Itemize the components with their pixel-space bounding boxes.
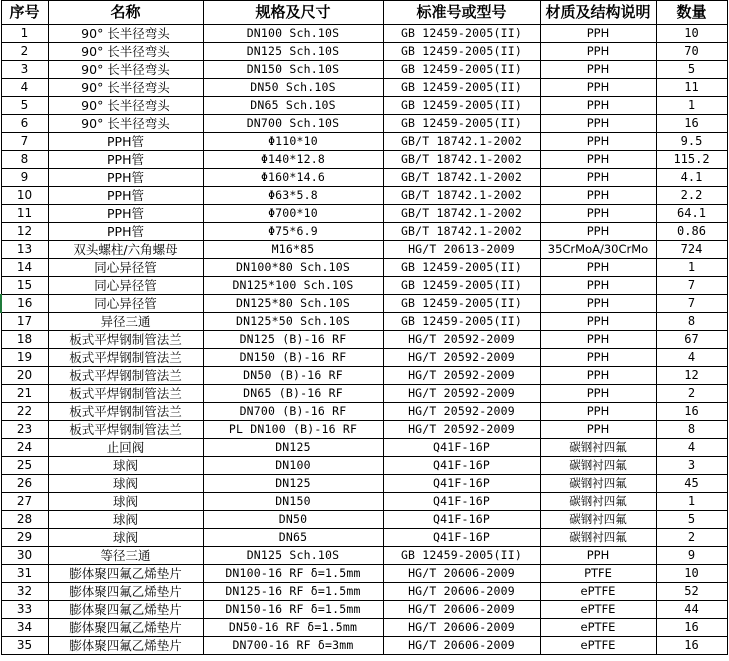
cell-standard[interactable]: GB/T 18742.1-2002	[383, 133, 540, 151]
cell-quantity[interactable]: 12	[656, 367, 727, 385]
cell-name[interactable]: PPH管	[48, 169, 203, 187]
cell-standard[interactable]: HG/T 20592-2009	[383, 331, 540, 349]
cell-material[interactable]: PPH	[540, 79, 656, 97]
table-row	[1, 187, 727, 205]
cell-standard[interactable]: GB 12459-2005(II)	[383, 115, 540, 133]
cell-index[interactable]: 32	[1, 583, 48, 601]
cell-index[interactable]: 22	[1, 403, 48, 421]
table-row	[1, 547, 727, 565]
cell-index[interactable]: 14	[1, 259, 48, 277]
cell-material[interactable]: PPH	[540, 421, 656, 439]
cell-quantity[interactable]: 8	[656, 421, 727, 439]
cell-name[interactable]: 膨体聚四氟乙烯垫片	[48, 565, 203, 583]
cell-material[interactable]: PPH	[540, 205, 656, 223]
cell-quantity[interactable]: 16	[656, 403, 727, 421]
cell-spec[interactable]: DN700 (B)-16 RF	[203, 403, 383, 421]
cell-index[interactable]: 4	[1, 79, 48, 97]
cell-index[interactable]: 21	[1, 385, 48, 403]
cell-index[interactable]: 26	[1, 475, 48, 493]
cell-index[interactable]: 5	[1, 97, 48, 115]
table-row	[1, 79, 727, 97]
cell-material[interactable]: PPH	[540, 223, 656, 241]
table-row	[1, 421, 727, 439]
cell-spec[interactable]: DN100	[203, 457, 383, 475]
cell-spec[interactable]: DN50 (B)-16 RF	[203, 367, 383, 385]
cell-spec[interactable]: DN700 Sch.10S	[203, 115, 383, 133]
table-row	[1, 511, 727, 529]
cell-material[interactable]: PPH	[540, 97, 656, 115]
cell-name[interactable]: 同心异径管	[48, 295, 203, 313]
cell-quantity[interactable]: 5	[656, 511, 727, 529]
cell-material[interactable]: PPH	[540, 385, 656, 403]
cell-index[interactable]: 20	[1, 367, 48, 385]
cell-index[interactable]: 34	[1, 619, 48, 637]
table-row	[1, 259, 727, 277]
cell-material[interactable]: 碳钢衬四氟	[540, 529, 656, 547]
cell-spec[interactable]: DN150 (B)-16 RF	[203, 349, 383, 367]
cell-index[interactable]: 15	[1, 277, 48, 295]
cell-material[interactable]: PPH	[540, 259, 656, 277]
cell-standard[interactable]: HG/T 20606-2009	[383, 619, 540, 637]
cell-name[interactable]: PPH管	[48, 133, 203, 151]
cell-spec[interactable]: DN125*100 Sch.10S	[203, 277, 383, 295]
cell-spec[interactable]: DN150	[203, 493, 383, 511]
cell-standard[interactable]: GB/T 18742.1-2002	[383, 187, 540, 205]
cell-name[interactable]: 球阀	[48, 457, 203, 475]
table-row	[1, 115, 727, 133]
table-row	[1, 601, 727, 619]
cell-name[interactable]: 90° 长半径弯头	[48, 43, 203, 61]
cell-name[interactable]: PPH管	[48, 223, 203, 241]
cell-quantity[interactable]: 67	[656, 331, 727, 349]
cell-spec[interactable]: DN125	[203, 439, 383, 457]
cell-index[interactable]: 17	[1, 313, 48, 331]
cell-name[interactable]: 止回阀	[48, 439, 203, 457]
table-row	[1, 313, 727, 331]
cell-quantity[interactable]: 16	[656, 619, 727, 637]
cell-standard[interactable]: GB/T 18742.1-2002	[383, 223, 540, 241]
cell-material[interactable]: 35CrMoA/30CrMo	[540, 241, 656, 259]
cell-material[interactable]: PPH	[540, 367, 656, 385]
cell-quantity[interactable]: 11	[656, 79, 727, 97]
cell-index[interactable]: 35	[1, 637, 48, 655]
cell-material[interactable]: 碳钢衬四氟	[540, 475, 656, 493]
header-spec[interactable]: 规格及尺寸	[203, 1, 383, 25]
cell-quantity[interactable]: 64.1	[656, 205, 727, 223]
cell-material[interactable]: PPH	[540, 25, 656, 43]
cell-name[interactable]: 板式平焊钢制管法兰	[48, 403, 203, 421]
table-row	[1, 367, 727, 385]
cell-index[interactable]: 24	[1, 439, 48, 457]
cell-quantity[interactable]: 10	[656, 565, 727, 583]
cell-material[interactable]: ePTFE	[540, 601, 656, 619]
cell-standard[interactable]: HG/T 20592-2009	[383, 421, 540, 439]
table-header	[1, 1, 727, 25]
cell-standard[interactable]: GB 12459-2005(II)	[383, 61, 540, 79]
table-body	[1, 25, 727, 655]
cell-standard[interactable]: HG/T 20606-2009	[383, 583, 540, 601]
cell-standard[interactable]: HG/T 20592-2009	[383, 367, 540, 385]
cell-quantity[interactable]: 2	[656, 529, 727, 547]
cell-spec[interactable]: DN100 Sch.10S	[203, 25, 383, 43]
cell-standard[interactable]: HG/T 20606-2009	[383, 637, 540, 655]
cell-name[interactable]: 板式平焊钢制管法兰	[48, 421, 203, 439]
cell-quantity[interactable]: 44	[656, 601, 727, 619]
table-row	[1, 565, 727, 583]
table-row	[1, 529, 727, 547]
table-row	[1, 277, 727, 295]
cell-material[interactable]: ePTFE	[540, 583, 656, 601]
cell-index[interactable]: 29	[1, 529, 48, 547]
cell-name[interactable]: 等径三通	[48, 547, 203, 565]
cell-index[interactable]: 18	[1, 331, 48, 349]
table-row	[1, 349, 727, 367]
cell-quantity[interactable]: 9	[656, 547, 727, 565]
cell-quantity[interactable]: 4.1	[656, 169, 727, 187]
cell-quantity[interactable]: 0.86	[656, 223, 727, 241]
cell-index[interactable]: 6	[1, 115, 48, 133]
cell-material[interactable]: PPH	[540, 313, 656, 331]
cell-material[interactable]: PPH	[540, 61, 656, 79]
cell-quantity[interactable]: 16	[656, 115, 727, 133]
cell-name[interactable]: PPH管	[48, 205, 203, 223]
table-row	[1, 457, 727, 475]
cell-material[interactable]: ePTFE	[540, 619, 656, 637]
cell-quantity[interactable]: 7	[656, 295, 727, 313]
cell-spec[interactable]: Φ63*5.8	[203, 187, 383, 205]
cell-spec[interactable]: DN700-16 RF δ=3mm	[203, 637, 383, 655]
cell-quantity[interactable]: 724	[656, 241, 727, 259]
cell-spec[interactable]: DN65 (B)-16 RF	[203, 385, 383, 403]
cell-index[interactable]: 3	[1, 61, 48, 79]
cell-standard[interactable]: GB 12459-2005(II)	[383, 295, 540, 313]
cell-quantity[interactable]: 8	[656, 313, 727, 331]
cell-material[interactable]: 碳钢衬四氟	[540, 493, 656, 511]
cell-spec[interactable]: DN50 Sch.10S	[203, 79, 383, 97]
cell-name[interactable]: 90° 长半径弯头	[48, 97, 203, 115]
table-row	[1, 43, 727, 61]
cell-name[interactable]: 90° 长半径弯头	[48, 61, 203, 79]
table-row	[1, 241, 727, 259]
cell-index[interactable]: 23	[1, 421, 48, 439]
table-row	[1, 205, 727, 223]
cell-spec[interactable]: Φ75*6.9	[203, 223, 383, 241]
cell-index[interactable]: 19	[1, 349, 48, 367]
table-row	[1, 475, 727, 493]
cell-name[interactable]: 异径三通	[48, 313, 203, 331]
cell-spec[interactable]: M16*85	[203, 241, 383, 259]
cell-material[interactable]: PPH	[540, 187, 656, 205]
cell-material[interactable]: PPH	[540, 133, 656, 151]
cell-name[interactable]: 膨体聚四氟乙烯垫片	[48, 619, 203, 637]
cell-quantity[interactable]: 2	[656, 385, 727, 403]
cell-quantity[interactable]: 1	[656, 493, 727, 511]
cell-standard[interactable]: GB 12459-2005(II)	[383, 25, 540, 43]
cell-material[interactable]: PPH	[540, 277, 656, 295]
cell-name[interactable]: 双头螺柱/六角螺母	[48, 241, 203, 259]
cell-standard[interactable]: HG/T 20592-2009	[383, 349, 540, 367]
cell-quantity[interactable]: 5	[656, 61, 727, 79]
table-row	[1, 169, 727, 187]
cell-standard[interactable]: GB 12459-2005(II)	[383, 43, 540, 61]
cell-material[interactable]: PPH	[540, 331, 656, 349]
cell-spec[interactable]: DN150-16 RF δ=1.5mm	[203, 601, 383, 619]
cell-index[interactable]: 25	[1, 457, 48, 475]
cell-index[interactable]: 8	[1, 151, 48, 169]
table-row	[1, 637, 727, 655]
cell-quantity[interactable]: 9.5	[656, 133, 727, 151]
cell-quantity[interactable]: 10	[656, 25, 727, 43]
cell-name[interactable]: 90° 长半径弯头	[48, 115, 203, 133]
cell-name[interactable]: 膨体聚四氟乙烯垫片	[48, 637, 203, 655]
cell-standard[interactable]: Q41F-16P	[383, 529, 540, 547]
cell-standard[interactable]: Q41F-16P	[383, 493, 540, 511]
cell-spec[interactable]: DN125-16 RF δ=1.5mm	[203, 583, 383, 601]
cell-quantity[interactable]: 16	[656, 637, 727, 655]
cell-index[interactable]: 1	[1, 25, 48, 43]
header-material[interactable]: 材质及结构说明	[540, 1, 656, 25]
cell-standard[interactable]: GB 12459-2005(II)	[383, 79, 540, 97]
table-row	[1, 295, 727, 313]
cell-index[interactable]: 28	[1, 511, 48, 529]
cell-name[interactable]: 90° 长半径弯头	[48, 79, 203, 97]
cell-index[interactable]: 27	[1, 493, 48, 511]
cell-material[interactable]: PTFE	[540, 565, 656, 583]
cell-spec[interactable]: DN125 Sch.10S	[203, 43, 383, 61]
cell-quantity[interactable]: 1	[656, 259, 727, 277]
cell-standard[interactable]: GB/T 18742.1-2002	[383, 169, 540, 187]
cell-index[interactable]: 2	[1, 43, 48, 61]
cell-standard[interactable]: HG/T 20606-2009	[383, 565, 540, 583]
cell-name[interactable]: 球阀	[48, 475, 203, 493]
cell-material[interactable]: PPH	[540, 403, 656, 421]
cell-name[interactable]: 球阀	[48, 493, 203, 511]
cell-material[interactable]: PPH	[540, 169, 656, 187]
cell-name[interactable]: PPH管	[48, 187, 203, 205]
cell-standard[interactable]: HG/T 20592-2009	[383, 403, 540, 421]
cell-spec[interactable]: DN125*80 Sch.10S	[203, 295, 383, 313]
header-index[interactable]: 序号	[1, 1, 48, 25]
cell-standard[interactable]: Q41F-16P	[383, 511, 540, 529]
cell-spec[interactable]: DN100*80 Sch.10S	[203, 259, 383, 277]
cell-spec[interactable]: DN150 Sch.10S	[203, 61, 383, 79]
cell-quantity[interactable]: 1	[656, 97, 727, 115]
cell-name[interactable]: PPH管	[48, 151, 203, 169]
cell-standard[interactable]: GB 12459-2005(II)	[383, 547, 540, 565]
cell-standard[interactable]: HG/T 20606-2009	[383, 601, 540, 619]
cell-spec[interactable]: DN125	[203, 475, 383, 493]
cell-spec[interactable]: DN50-16 RF δ=1.5mm	[203, 619, 383, 637]
cell-name[interactable]: 板式平焊钢制管法兰	[48, 331, 203, 349]
cell-spec[interactable]: Φ160*14.6	[203, 169, 383, 187]
cell-name[interactable]: 膨体聚四氟乙烯垫片	[48, 601, 203, 619]
table-row	[1, 403, 727, 421]
cell-material[interactable]: PPH	[540, 151, 656, 169]
table-row	[1, 133, 727, 151]
cell-name[interactable]: 板式平焊钢制管法兰	[48, 367, 203, 385]
cell-name[interactable]: 板式平焊钢制管法兰	[48, 349, 203, 367]
cell-quantity[interactable]: 2.2	[656, 187, 727, 205]
cell-material[interactable]: PPH	[540, 349, 656, 367]
table-row	[1, 439, 727, 457]
cell-standard[interactable]: GB 12459-2005(II)	[383, 97, 540, 115]
cell-quantity[interactable]: 45	[656, 475, 727, 493]
cell-standard[interactable]: GB 12459-2005(II)	[383, 277, 540, 295]
cell-spec[interactable]: Φ700*10	[203, 205, 383, 223]
table-row	[1, 619, 727, 637]
header-quantity[interactable]: 数量	[656, 1, 727, 25]
cell-material[interactable]: PPH	[540, 115, 656, 133]
header-name[interactable]: 名称	[48, 1, 203, 25]
header-standard[interactable]: 标准号或型号	[383, 1, 540, 25]
cell-name[interactable]: 膨体聚四氟乙烯垫片	[48, 583, 203, 601]
cell-quantity[interactable]: 7	[656, 277, 727, 295]
cell-quantity[interactable]: 70	[656, 43, 727, 61]
cell-quantity[interactable]: 115.2	[656, 151, 727, 169]
cell-index[interactable]: 30	[1, 547, 48, 565]
cell-index[interactable]: 16	[1, 295, 48, 313]
table-row	[1, 493, 727, 511]
cell-material[interactable]: 碳钢衬四氟	[540, 439, 656, 457]
header-row	[1, 1, 727, 25]
cell-spec[interactable]: DN65	[203, 529, 383, 547]
cell-material[interactable]: ePTFE	[540, 637, 656, 655]
cell-index[interactable]: 11	[1, 205, 48, 223]
table-row	[1, 25, 727, 43]
cell-standard[interactable]: GB/T 18742.1-2002	[383, 205, 540, 223]
cell-spec[interactable]: Φ140*12.8	[203, 151, 383, 169]
cell-standard[interactable]: HG/T 20613-2009	[383, 241, 540, 259]
cell-spec[interactable]: DN65 Sch.10S	[203, 97, 383, 115]
cell-quantity[interactable]: 52	[656, 583, 727, 601]
table-row	[1, 385, 727, 403]
cell-name[interactable]: 同心异径管	[48, 277, 203, 295]
cell-name[interactable]: 球阀	[48, 511, 203, 529]
cell-spec[interactable]: DN125*50 Sch.10S	[203, 313, 383, 331]
cell-index[interactable]: 10	[1, 187, 48, 205]
cell-standard[interactable]: Q41F-16P	[383, 475, 540, 493]
cell-index[interactable]: 33	[1, 601, 48, 619]
cell-material[interactable]: PPH	[540, 43, 656, 61]
cell-index[interactable]: 7	[1, 133, 48, 151]
table-row	[1, 61, 727, 79]
cell-standard[interactable]: HG/T 20592-2009	[383, 385, 540, 403]
cell-quantity[interactable]: 4	[656, 349, 727, 367]
cell-name[interactable]: 同心异径管	[48, 259, 203, 277]
table-row	[1, 583, 727, 601]
cell-material[interactable]: 碳钢衬四氟	[540, 457, 656, 475]
cell-standard[interactable]: GB 12459-2005(II)	[383, 313, 540, 331]
cell-index[interactable]: 13	[1, 241, 48, 259]
cell-standard[interactable]: GB/T 18742.1-2002	[383, 151, 540, 169]
cell-name[interactable]: 板式平焊钢制管法兰	[48, 385, 203, 403]
table-row	[1, 331, 727, 349]
cell-spec[interactable]: DN100-16 RF δ=1.5mm	[203, 565, 383, 583]
table-row	[1, 97, 727, 115]
cell-standard[interactable]: Q41F-16P	[383, 439, 540, 457]
cell-quantity[interactable]: 4	[656, 439, 727, 457]
table-row	[1, 151, 727, 169]
cell-index[interactable]: 9	[1, 169, 48, 187]
cell-material[interactable]: 碳钢衬四氟	[540, 511, 656, 529]
cell-material[interactable]: PPH	[540, 295, 656, 313]
cell-spec[interactable]: PL DN100 (B)-16 RF	[203, 421, 383, 439]
cell-spec[interactable]: DN50	[203, 511, 383, 529]
cell-standard[interactable]: GB 12459-2005(II)	[383, 259, 540, 277]
cell-standard[interactable]: Q41F-16P	[383, 457, 540, 475]
table-row	[1, 223, 727, 241]
cell-quantity[interactable]: 3	[656, 457, 727, 475]
cell-spec[interactable]: DN125 (B)-16 RF	[203, 331, 383, 349]
cell-material[interactable]: PPH	[540, 547, 656, 565]
cell-spec[interactable]: DN125 Sch.10S	[203, 547, 383, 565]
cell-name[interactable]: 90° 长半径弯头	[48, 25, 203, 43]
cell-spec[interactable]: Φ110*10	[203, 133, 383, 151]
cell-name[interactable]: 球阀	[48, 529, 203, 547]
cell-index[interactable]: 12	[1, 223, 48, 241]
cell-index[interactable]: 31	[1, 565, 48, 583]
